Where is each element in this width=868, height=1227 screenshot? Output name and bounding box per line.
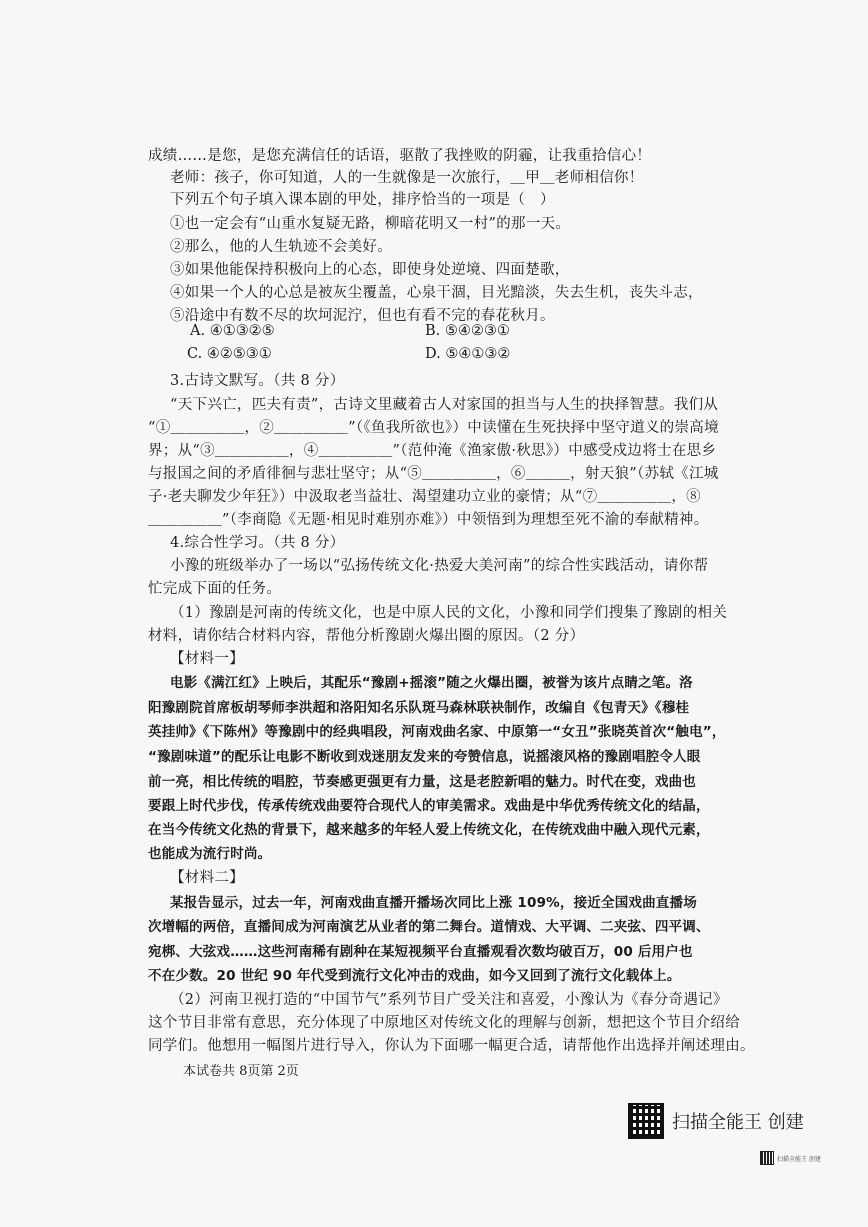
text-line: 材料，请你结合材料内容，帮他分析豫剧火爆出圈的原因。（2 分） [148, 628, 585, 644]
watermark-text: 扫描全能王 创建 [672, 1112, 804, 1133]
sentence-2: ②那么，他的人生轨迹不会美好。 [170, 239, 392, 255]
option-a[interactable]: A. ④①③②⑤ [190, 323, 275, 339]
material-line: 次增幅的两倍，直播间成为河南演艺从业者的第二舞台。道情戏、大平调、二夹弦、四平调、 [148, 919, 710, 935]
option-c[interactable]: C. ④②⑤③① [187, 346, 272, 362]
subquestion-2: （2）河南卫视打造的“中国节气”系列节目广受关注和喜爱，小豫认为《春分奇遇记》 [170, 992, 728, 1008]
watermark-small-text: 扫描全能王 创建 [777, 1155, 821, 1163]
text-line: 小豫的班级举办了一场以“弘扬传统文化·热爱大美河南”的综合性实践活动，请你帮 [170, 558, 709, 574]
sentence-5: ⑤沿途中有数不尽的坎坷泥泞，但也有看不完的春花秋月。 [170, 308, 555, 324]
fill-blank-line: 界；从“③＿＿＿＿＿，④＿＿＿＿＿”（范仲淹《渔家傲·秋思》）中感受戍边将士在思乡 [148, 443, 717, 459]
material-line: 电影《满江红》上映后，其配乐“豫剧+摇滚”随之火爆出圈，被誉为该片点睛之笔。洛 [170, 675, 693, 691]
material-line: 阳豫剧院首席板胡琴师李洪超和洛阳知名乐队斑马森林联袂制作，改编自《包青天》《穆桂 [148, 700, 690, 716]
material-1-title: 【材料一】 [170, 651, 244, 667]
fill-blank-line: 与报国之间的矛盾徘徊与悲壮坚守；从“⑤＿＿＿＿＿，⑥＿＿＿，射天狼”（苏轼《江城 [148, 466, 719, 482]
fill-blank-line: “①＿＿＿＿＿，②＿＿＿＿＿”（《鱼我所欲也》）中读懂在生死抉择中坚守道义的崇高境 [148, 420, 719, 436]
scanner-watermark [628, 1103, 804, 1139]
sentence-1: ①也一定会有“山重水复疑无路，柳暗花明又一村”的那一天。 [170, 216, 571, 232]
option-d[interactable]: D. ⑤④①③② [425, 346, 511, 362]
text-line: 同学们。他想用一幅图片进行导入，你认为下面哪一幅更合适，请帮他作出选择并阐述理由。 [148, 1038, 755, 1054]
sentence-3: ③如果他能保持积极向上的心态，即使身处逆境、四面楚歌， [170, 262, 570, 278]
q4-title: 4.综合性学习。（共 8 分） [170, 535, 345, 551]
subquestion-1: （1）豫剧是河南的传统文化，也是中原人民的文化，小豫和同学们搜集了豫剧的相关 [170, 605, 728, 621]
text-line: 成绩……是您，是您充满信任的话语，驱散了我挫败的阴霾，让我重拾信心！ [148, 148, 652, 164]
scanner-watermark-small [760, 1151, 821, 1165]
material-2-title: 【材料二】 [170, 870, 244, 886]
fill-blank-line: ＿＿＿＿＿”（李商隐《无题·相见时难别亦难》）中领悟到为理想至死不渝的奉献精神。 [148, 512, 709, 528]
question-stem: 下列五个句子填入课本剧的甲处，排序恰当的一项是（ ） [170, 192, 555, 208]
material-line: 前一亮，相比传统的唱腔，节奏感更强更有力量，这是老腔新唱的魅力。时代在变，戏曲也 [148, 774, 696, 790]
text-line: 忙完成下面的任务。 [148, 581, 282, 597]
material-line: 要跟上时代步伐，传承传统戏曲要符合现代人的审美需求。戏曲是中华优秀传统文化的结晶， [148, 798, 710, 814]
material-line: 也能成为流行时尚。 [148, 846, 272, 862]
text-line: “天下兴亡，匹夫有责”，古诗文里藏着古人对家国的担当与人生的抉择智慧。我们从 [170, 397, 719, 413]
option-b[interactable]: B. ⑤④②③① [425, 323, 510, 339]
text-line: 这个节目非常有意思，充分体现了中原地区对传统文化的理解与创新，想把这个节目介绍给 [148, 1015, 740, 1031]
sentence-4: ④如果一个人的心总是被灰尘覆盖，心泉干涸，目光黯淡，失去生机，丧失斗志， [170, 285, 703, 301]
qr-code-icon [760, 1151, 774, 1165]
material-line: 不在少数。20 世纪 90 年代受到流行文化冲击的戏曲，如今又回到了流行文化载体上。 [148, 968, 681, 984]
material-line: 在当今传统文化热的背景下，越来越多的年轻人爱上传统文化，在传统戏曲中融入现代元素， [148, 822, 710, 838]
fill-blank-line: 子·老夫聊发少年狂》）中汲取老当益壮、渴望建功立业的豪情；从“⑦＿＿＿＿＿，⑧ [148, 489, 701, 505]
text-line: 老师：孩子，你可知道，人的一生就像是一次旅行，＿甲＿老师相信你！ [170, 170, 644, 186]
material-line: 宛梆、大弦戏……这些河南稀有剧种在某短视频平台直播观看次数均破百万，00 后用户也 [148, 944, 693, 960]
q3-title: 3.古诗文默写。（共 8 分） [170, 373, 345, 389]
qr-code-icon [628, 1103, 664, 1139]
material-line: “豫剧味道”的配乐让电影不断收到戏迷朋友发来的夸赞信息，说摇滚风格的豫剧唱腔令人眼 [148, 749, 701, 765]
page-footer: 本试卷共 8页第 2页 [183, 1064, 299, 1079]
material-line: 英挂帅》《下陈州》等豫剧中的经典唱段，河南戏曲名家、中原第一“女丑”张晓英首次“触电”， [148, 724, 726, 740]
material-line: 某报告显示，过去一年，河南戏曲直播开播场次同比上涨 109%，接近全国戏曲直播场 [170, 895, 697, 911]
